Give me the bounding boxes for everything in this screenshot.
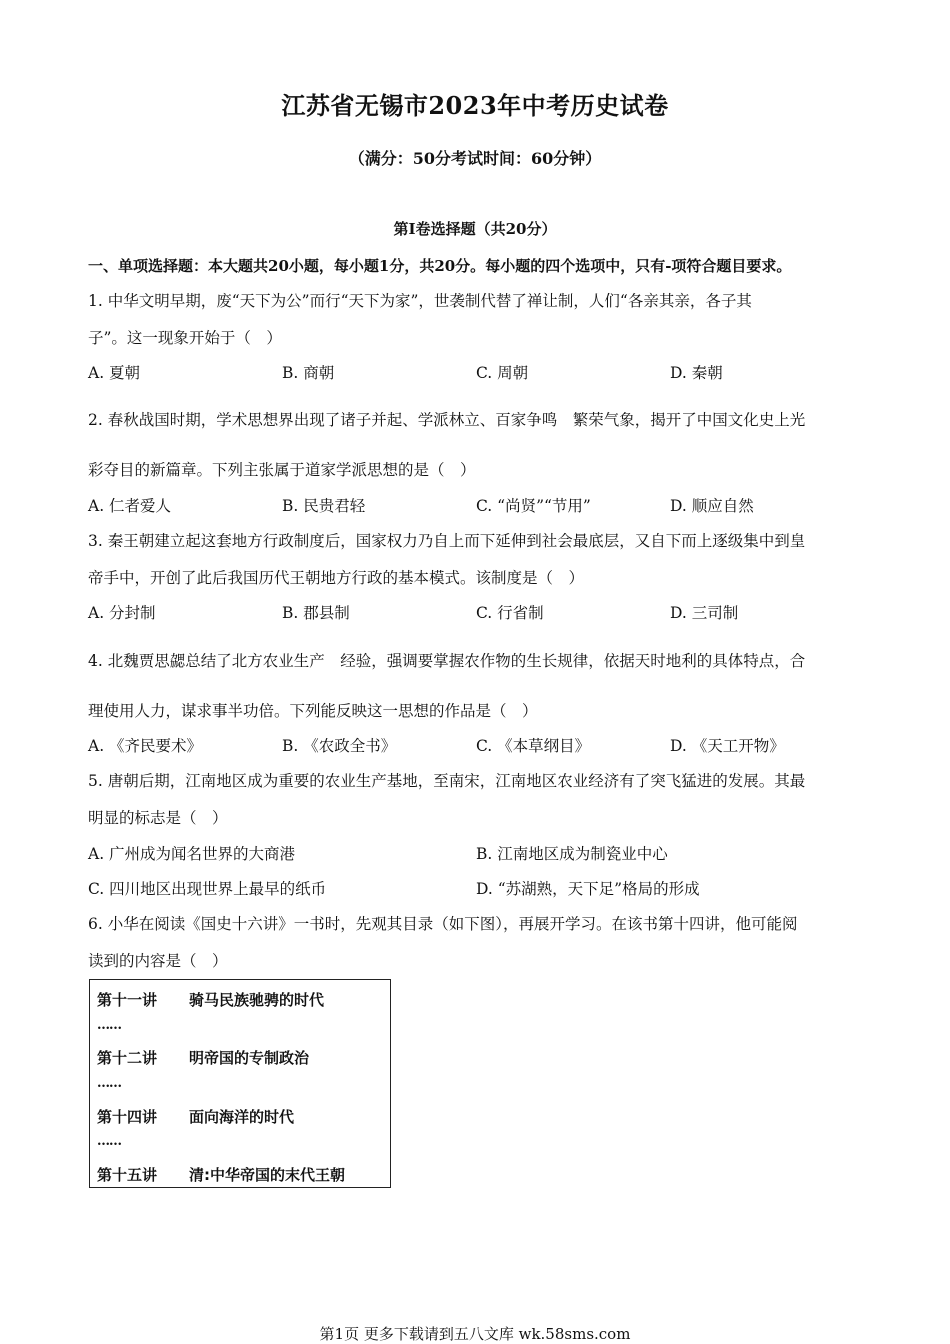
question-5-line-2: 明显的标志是（ ） [88, 809, 228, 827]
question-2-option-b: B. 民贵君轻 [282, 497, 366, 515]
toc-row [97, 1106, 294, 1127]
section-instruction: 一、单项选择题：本大题共20小题，每小题1分，共20分。每小题的四个选项中，只有-项符合题目要求。 [88, 257, 792, 275]
toc-chapter: 第十四讲 [97, 1108, 158, 1126]
toc-ellipsis: …… [97, 1018, 121, 1033]
toc-ellipsis: …… [97, 1076, 121, 1091]
toc-chapter: 第十一讲 [97, 991, 158, 1009]
toc-row [97, 1047, 309, 1068]
question-4-line-1: 4. 北魏贾思勰总结了北方农业生产 经验，强调要掌握农作物的生长规律，依据天时地利的具体特点，合 [88, 652, 806, 670]
question-3-line-1: 3. 秦王朝建立起这套地方行政制度后，国家权力乃自上而下延伸到社会最底层，又自下而上逐级集中到皇 [88, 532, 806, 550]
question-2-line-2: 彩夺目的新篇章。下列主张属于道家学派思想的是（ ） [88, 461, 476, 479]
question-3-option-b: B. 郡县制 [282, 604, 350, 622]
question-5-option-c: C. 四川地区出现世界上最早的纸币 [88, 880, 327, 898]
question-2-line-1: 2. 春秋战国时期，学术思想界出现了诸子并起、学派林立、百家争鸣 繁荣气象，揭开了中国文化史上光 [88, 411, 806, 429]
question-2-option-d: D. 顺应自然 [670, 497, 754, 515]
question-1-option-c: C. 周朝 [476, 364, 529, 382]
question-2-option-a: A. 仁者爱人 [88, 497, 172, 515]
toc-row [97, 1164, 345, 1185]
question-1-line-2: 子”。这一现象开始于（ ） [88, 329, 282, 347]
question-6-line-2: 读到的内容是（ ） [88, 952, 228, 970]
toc-chapter: 第十五讲 [97, 1166, 158, 1184]
question-5-option-b: B. 江南地区成为制瓷业中心 [476, 845, 668, 863]
exam-subtitle: （满分：50分考试时间：60分钟） [348, 149, 602, 168]
toc-figure [89, 979, 391, 1188]
question-4-line-2: 理使用人力，谋求事半功倍。下列能反映这一思想的作品是（ ） [88, 702, 538, 720]
question-6-line-1: 6. 小华在阅读《国史十六讲》一书时，先观其目录（如下图），再展开学习。在该书第十四讲，他可能阅 [88, 915, 798, 933]
question-5-option-d: D. “苏湖熟，天下足”格局的形成 [476, 880, 700, 898]
toc-title: 面向海洋的时代 [189, 1108, 295, 1126]
page-footer: 第1页 更多下载请到五八文库 wk.58sms.com [319, 1325, 631, 1343]
toc-row [97, 989, 324, 1010]
question-3-line-2: 帝手中，开创了此后我国历代王朝地方行政的基本模式。该制度是（ ） [88, 569, 585, 587]
question-1-option-a: A. 夏朝 [88, 364, 141, 382]
question-4-option-b: B. 《农政全书》 [282, 737, 397, 755]
question-4-option-a: A. 《齐民要术》 [88, 737, 203, 755]
question-5-line-1: 5. 唐朝后期，江南地区成为重要的农业生产基地，至南宋，江南地区农业经济有了突飞猛进的发展。其最 [88, 772, 806, 790]
section-title: 第I卷选择题（共20分） [393, 220, 557, 238]
toc-title: 明帝国的专制政治 [189, 1049, 310, 1067]
toc-title: 骑马民族驰骋的时代 [189, 991, 325, 1009]
question-5-option-a: A. 广州成为闻名世界的大商港 [88, 845, 296, 863]
question-3-option-d: D. 三司制 [670, 604, 739, 622]
question-4-option-d: D. 《天工开物》 [670, 737, 785, 755]
question-1-line-1: 1. 中华文明早期，废“天下为公”而行“天下为家”，世袭制代替了禅让制，人们“各亲其亲，各子其 [88, 292, 752, 310]
exam-title: 江苏省无锡市2023年中考历史试卷 [281, 91, 669, 120]
toc-ellipsis: …… [97, 1134, 121, 1149]
question-3-option-c: C. 行省制 [476, 604, 544, 622]
question-4-option-c: C. 《本草纲目》 [476, 737, 591, 755]
question-1-option-b: B. 商朝 [282, 364, 335, 382]
question-2-option-c: C. “尚贤”“节用” [476, 497, 591, 515]
toc-chapter: 第十二讲 [97, 1049, 158, 1067]
toc-title: 清:中华帝国的末代王朝 [189, 1166, 345, 1184]
question-3-option-a: A. 分封制 [88, 604, 156, 622]
question-1-option-d: D. 秦朝 [670, 364, 723, 382]
